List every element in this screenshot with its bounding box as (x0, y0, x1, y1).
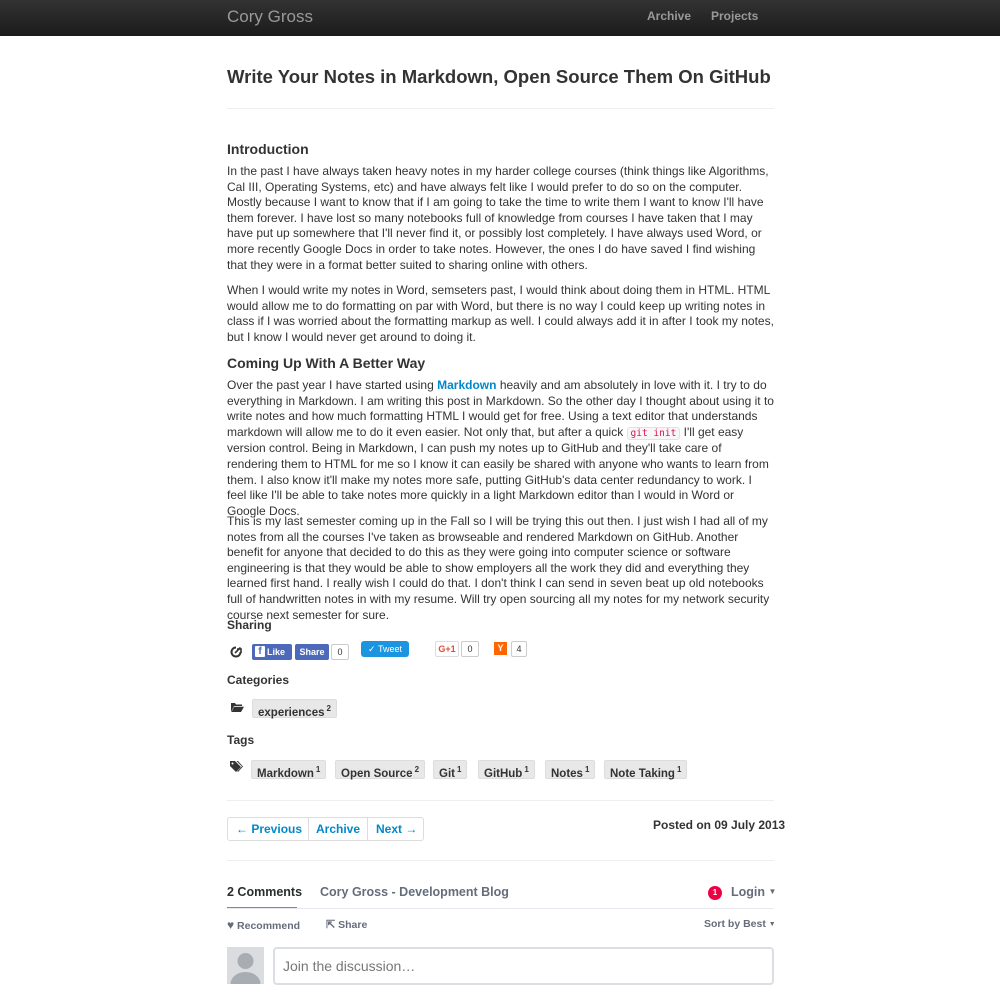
pager-separator (367, 818, 368, 840)
top-navbar (0, 0, 1000, 36)
post-pager (227, 817, 424, 841)
inline-code: git init (627, 427, 681, 440)
tag-label[interactable] (478, 760, 535, 779)
facebook-icon: f (255, 646, 265, 657)
paragraph-text: heavily and am absolutely in love with it. I try to do everything in Markdown. I am writing this post in Markdown. So the other day I thought about using it to write notes and how much formatting HTML I would get for free. Using a text editor that understands markdown will allow me to do it even easier. Not only that, but after a quick (227, 378, 774, 439)
login-label: Login (731, 885, 766, 899)
hacker-news-icon[interactable]: Y (494, 642, 507, 655)
facebook-like-label: Like (267, 647, 286, 657)
login-dropdown[interactable] (731, 885, 776, 899)
nav-link-projects[interactable]: Projects (711, 9, 759, 23)
archive-link[interactable]: Archive (316, 822, 361, 836)
tag-label[interactable] (433, 760, 467, 779)
tag-label[interactable] (251, 760, 326, 779)
tags-heading: Tags (227, 733, 255, 747)
chevron-down-icon: ▼ (768, 921, 776, 928)
tag-count: 2 (414, 765, 420, 774)
comment-input[interactable]: Join the discussion… (273, 947, 774, 985)
categories-heading: Categories (227, 673, 290, 687)
intro-paragraph-1: In the past I have always taken heavy notes in my harder college courses (think things like Algorithms, Cal III, Operating Systems, etc) and have always felt like I would prefer to do so on the computer. Mostly because I want to know that if I am going to take the time to write them I want to know I'll have them forever. I have lost so many notebooks full of knowledge from courses I have taken that I may have put up somewhere that I'll never find it, or possibly lost completely. I have always used Word, or more recently Google Docs in order to take notes. However, the ones I do have saved I find wishing that they were in a format better suited to sharing online with others. (227, 164, 769, 272)
tag-name: Note Taking (610, 768, 675, 780)
post-title: Write Your Notes in Markdown, Open Source Them On GitHub (227, 66, 771, 87)
tag-count: 1 (676, 765, 682, 774)
better-way-paragraph-1 (227, 378, 774, 519)
default-avatar-icon (227, 947, 264, 984)
sort-label: Sort by Best (704, 918, 766, 930)
tag-name: Markdown (257, 768, 314, 780)
better-way-heading: Coming Up With A Better Way (227, 355, 426, 371)
markdown-link[interactable]: Markdown (437, 378, 497, 392)
intro-paragraph-2: When I would write my notes in Word, semseters past, I would think about doing them in HTML. HTML would allow me to do formatting on par with Word, but there is no way I could keep up writing notes in class if I was worried about the formatting markup as well. I could always add it in after I took my notes, but I know I would never get around to doing it. (227, 283, 774, 344)
tag-name: Notes (551, 768, 583, 780)
hacker-news-count: 4 (511, 641, 527, 657)
comments-divider (227, 860, 774, 861)
community-tab[interactable]: Cory Gross - Development Blog (320, 885, 509, 899)
disqus-nav-divider (227, 908, 774, 909)
paragraph-text: Over the past year I have started using (227, 378, 434, 392)
tag-count: 1 (524, 765, 529, 774)
previous-post-link[interactable]: ← Previous (236, 822, 303, 836)
paragraph-text: I'll get easy version control. Being in Markdown, I can push my notes up to GitHub and they'll take care of rendering them to HTML for me so I know it can easily be shared with anyone who wants to learn from them. I also know it'll make my notes more safe, putting GitHub's data center redundancy to work. I feel like I'll be able to take notes more quickly in a light Markdown editor than I would in Word or Google Docs. (227, 424, 769, 518)
tag-count: 1 (456, 765, 462, 774)
tag-label[interactable] (335, 760, 425, 779)
recommend-button[interactable] (227, 918, 300, 932)
google-plus-count: 0 (461, 641, 479, 657)
notification-badge[interactable]: 1 (708, 886, 722, 900)
facebook-share-button[interactable]: Share (295, 644, 329, 660)
better-way-paragraph-2: This is my last semester coming up in the Fall so I will be trying this out then. I just wish I had all of my notes from all the courses I've taken as browseable and rendered Markdown on GitHub. Another benefit for anyone that decided to do this as they were going into computer science or software engineering is that they would be able to show employers all the work they did and everything they learned first hand. I really wish I could do that. I don't think I can send in seven beat up old notebooks full of handwritten notes in with my resume. Will try open sourcing all my notes for my network security course next semester for sure. (227, 514, 770, 622)
folder-icon (231, 702, 244, 712)
tag-name: Git (439, 768, 455, 780)
nav-link-archive[interactable]: Archive (647, 9, 692, 23)
google-plus-button[interactable]: G+1 (435, 641, 459, 657)
share-label: Share (338, 919, 368, 931)
tag-name: Open Source (341, 768, 413, 780)
category-label[interactable] (252, 699, 337, 718)
tag-label[interactable] (604, 760, 687, 779)
tags-divider (227, 800, 774, 801)
tag-count: 1 (584, 765, 590, 774)
tag-label[interactable] (545, 760, 595, 779)
intro-heading: Introduction (227, 141, 309, 157)
share-out-icon: ⇱ (326, 919, 336, 931)
twitter-icon: ✓ (368, 644, 378, 654)
sharing-heading: Sharing (227, 618, 272, 632)
share-icon (230, 646, 242, 658)
tag-count: 1 (315, 765, 321, 774)
share-thread-button[interactable] (326, 918, 367, 931)
facebook-count: 0 (331, 644, 349, 660)
recommend-label: Recommend (237, 920, 301, 932)
site-brand[interactable]: Cory Gross (227, 7, 313, 26)
next-post-link[interactable]: Next → (376, 822, 418, 836)
category-name: experiences (258, 707, 325, 719)
tags-icon (230, 761, 243, 772)
sort-dropdown[interactable] (704, 918, 776, 930)
pager-separator (308, 818, 309, 840)
title-divider (227, 108, 774, 109)
chevron-down-icon: ▼ (768, 887, 777, 896)
tweet-button[interactable] (361, 641, 409, 657)
sharing-buttons (227, 641, 774, 661)
avatar (227, 947, 264, 984)
comments-count-tab[interactable]: 2 Comments (227, 885, 303, 899)
posted-date: Posted on 09 July 2013 (653, 818, 786, 832)
category-count: 2 (326, 704, 331, 713)
tweet-label: Tweet (377, 644, 402, 654)
facebook-like-button[interactable] (252, 644, 292, 660)
heart-icon: ♥ (227, 918, 235, 932)
tag-name: GitHub (484, 768, 523, 780)
